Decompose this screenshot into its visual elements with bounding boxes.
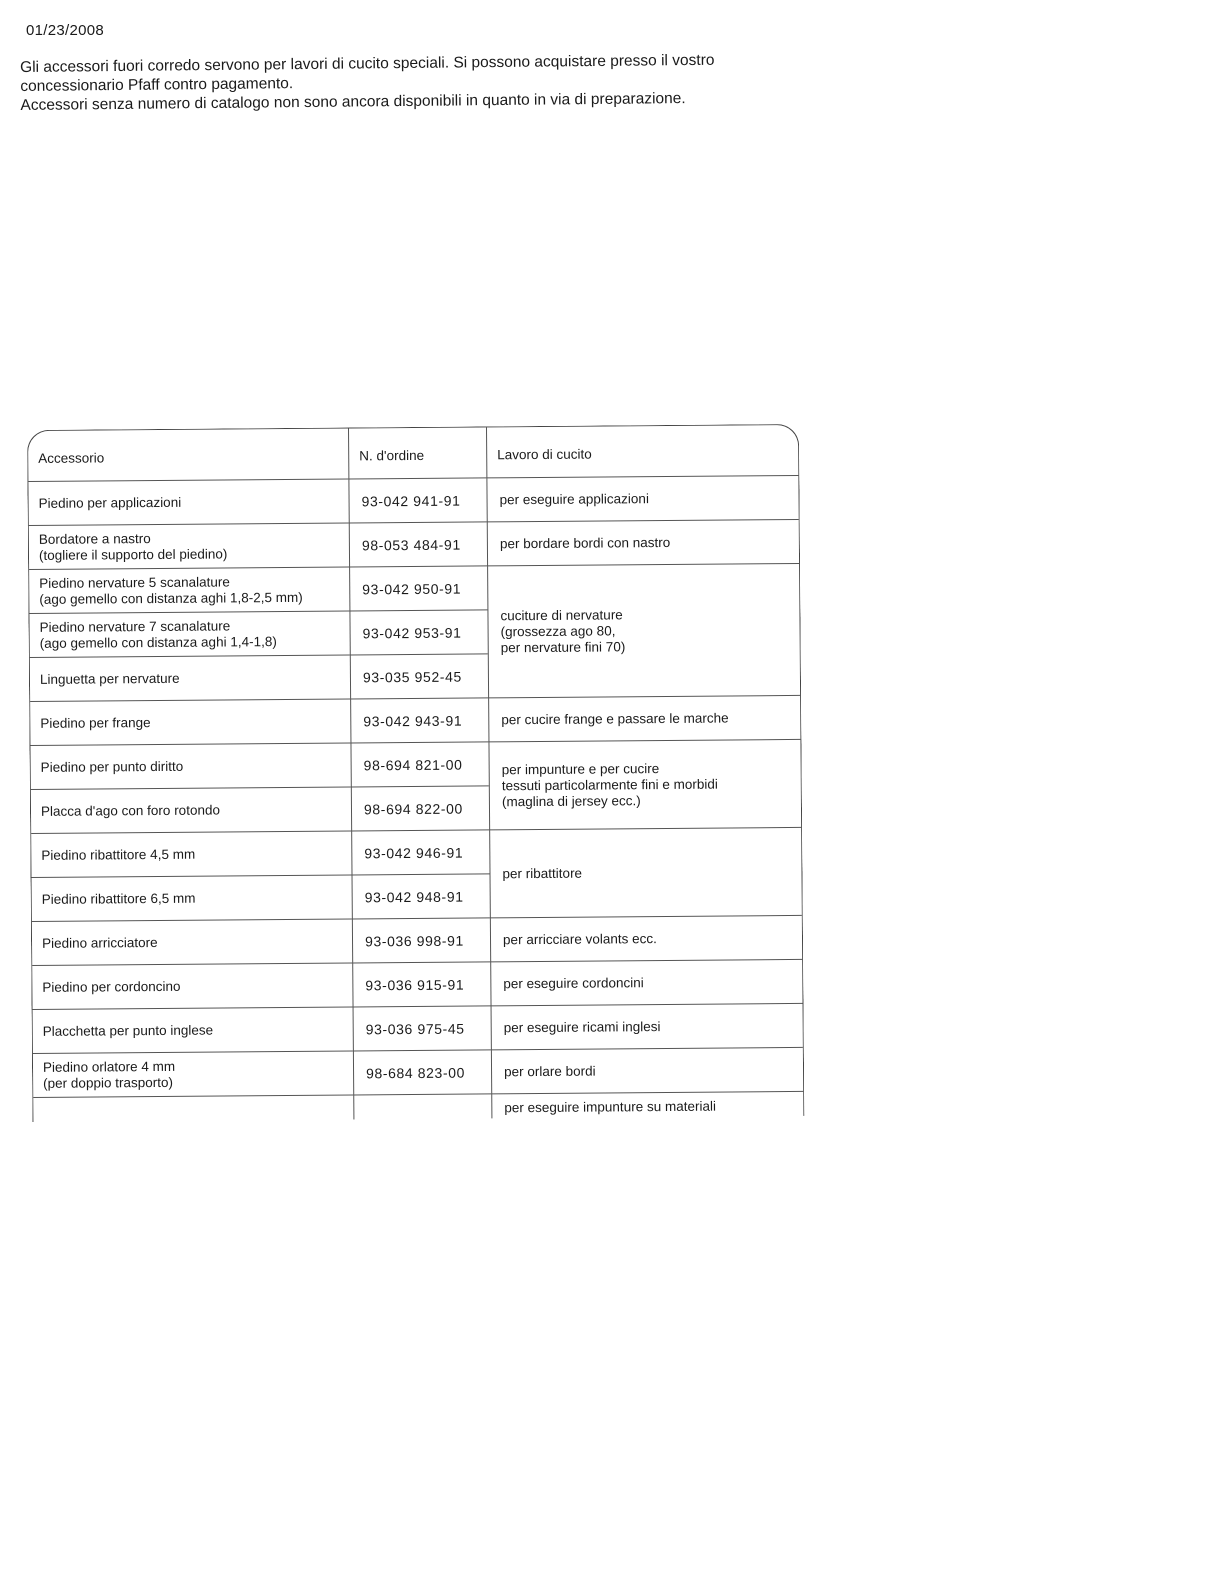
sewing-work-cell: per orlare bordi [491, 1048, 803, 1094]
accessory-name: Placchetta per punto inglese [42, 1022, 214, 1039]
accessory-cell [31, 831, 351, 878]
accessory-name: Piedino nervature 7 scanalature [39, 617, 231, 635]
sewing-work-cell: per cucire frange e passare le marche [488, 696, 800, 742]
order-number-cell: 93-042 948-91 [352, 874, 490, 919]
table-header-row [28, 425, 798, 482]
accessory-cell [29, 523, 349, 570]
header-order-number: N. d'ordine [348, 427, 486, 479]
order-number-cell: 93-042 953-91 [349, 610, 487, 655]
order-number-cell: 93-042 950-91 [349, 566, 487, 611]
sewing-work-cell: per ribattitore [489, 828, 802, 918]
table-row [29, 520, 799, 570]
accessory-note: (ago gemello con distanza aghi 1,4-1,8) [39, 633, 277, 651]
accessory-cell [33, 1095, 353, 1122]
accessory-name: Piedino orlatore 4 mm [42, 1058, 176, 1075]
table-row [33, 1004, 803, 1054]
accessory-cell [31, 787, 351, 834]
accessory-cell [32, 919, 352, 966]
sewing-work-cell: per bordare bordi con nastro [487, 520, 799, 566]
order-number-cell: 98-694 821-00 [350, 742, 488, 787]
accessory-cell [29, 567, 349, 614]
sewing-work-cell [488, 740, 801, 830]
table-row [32, 916, 802, 966]
accessory-cell [29, 611, 349, 658]
intro-line: Accessori senza numero di catalogo non sono ancora disponibili in quanto in via di preparazione. [20, 90, 686, 114]
accessory-cell [30, 743, 350, 790]
sewing-work-line: (grossezza ago 80, [500, 622, 616, 639]
accessory-cell [30, 699, 350, 746]
accessory-name: Placca d'ago con foro rotondo [40, 801, 220, 819]
table-row [32, 960, 802, 1010]
document-date: 01/23/2008 [26, 22, 105, 39]
accessory-name: Piedino per cordoncino [42, 978, 181, 995]
table-row [28, 476, 798, 526]
accessory-name: Piedino per frange [40, 714, 151, 731]
sewing-work-line: tessuti particolarmente fini e morbidi [501, 776, 718, 793]
order-number-cell: 93-036 975-45 [353, 1006, 491, 1051]
table-row [33, 1048, 803, 1098]
intro-paragraph [20, 50, 801, 115]
sewing-work-line: (maglina di jersey ecc.) [501, 792, 641, 809]
sewing-work-line: per impunture e per cucire [501, 760, 660, 777]
accessory-note: (per doppio trasporto) [43, 1074, 174, 1091]
accessory-note: (togliere il supporto del piedino) [38, 545, 228, 563]
table-row [33, 1092, 803, 1122]
order-number-cell [353, 1094, 491, 1122]
accessory-cell [33, 1007, 353, 1054]
order-number-cell: 98-684 823-00 [353, 1050, 491, 1095]
accessories-table [27, 424, 804, 1122]
table-row [31, 828, 801, 878]
accessory-name: Piedino per punto diritto [40, 758, 184, 775]
table-row [30, 740, 800, 790]
accessory-cell [30, 655, 350, 702]
intro-line: Gli accessori fuori corredo servono per lavori di cucito speciali. Si possono acquistare presso il vostro [20, 51, 715, 76]
order-number-cell: 98-694 822-00 [351, 786, 489, 831]
accessory-name: Piedino per applicazioni [38, 494, 182, 511]
accessory-note: (ago gemello con distanza aghi 1,8-2,5 mm) [39, 589, 303, 607]
sewing-work-line: cuciture di nervature [500, 606, 623, 623]
accessory-name: Piedino nervature 5 scanalature [39, 573, 230, 591]
order-number-cell: 93-042 941-91 [348, 478, 486, 523]
header-sewing-work: Lavoro di cucito [486, 425, 798, 478]
accessory-name: Piedino ribattitore 4,5 mm [41, 846, 196, 863]
order-number-cell: 93-042 943-91 [350, 698, 488, 743]
intro-line: concessionario Pfaff contro pagamento. [20, 75, 294, 95]
accessory-name: Linguetta per nervature [39, 670, 180, 687]
accessory-cell [28, 479, 348, 526]
accessory-cell [32, 963, 352, 1010]
order-number-cell: 93-035 952-45 [350, 654, 488, 699]
sewing-work-line: per nervature fini 70) [500, 638, 626, 655]
order-number-cell: 93-036 998-91 [352, 918, 490, 963]
sewing-work-cell: per eseguire applicazioni [486, 476, 798, 522]
accessory-name: Piedino arricciatore [41, 934, 158, 951]
sewing-work-cell: per eseguire ricami inglesi [491, 1004, 803, 1050]
order-number-cell: 93-042 946-91 [351, 830, 489, 875]
sewing-work-cell: per eseguire cordoncini [490, 960, 802, 1006]
accessories-table-container [27, 424, 804, 1122]
accessory-name: Bordatore a nastro [38, 530, 151, 547]
sewing-work-cell: per eseguire impunture su materiali [491, 1092, 803, 1122]
accessory-cell [33, 1051, 353, 1098]
accessory-name: Piedino ribattitore 6,5 mm [41, 890, 196, 907]
order-number-cell: 98-053 484-91 [349, 522, 487, 567]
accessory-cell [32, 875, 352, 922]
order-number-cell: 93-036 915-91 [352, 962, 490, 1007]
table-row [29, 564, 799, 614]
header-accessory: Accessorio [28, 428, 348, 482]
sewing-work-cell: per arricciare volants ecc. [490, 916, 802, 962]
sewing-work-cell [487, 564, 800, 698]
table-row [30, 696, 800, 746]
